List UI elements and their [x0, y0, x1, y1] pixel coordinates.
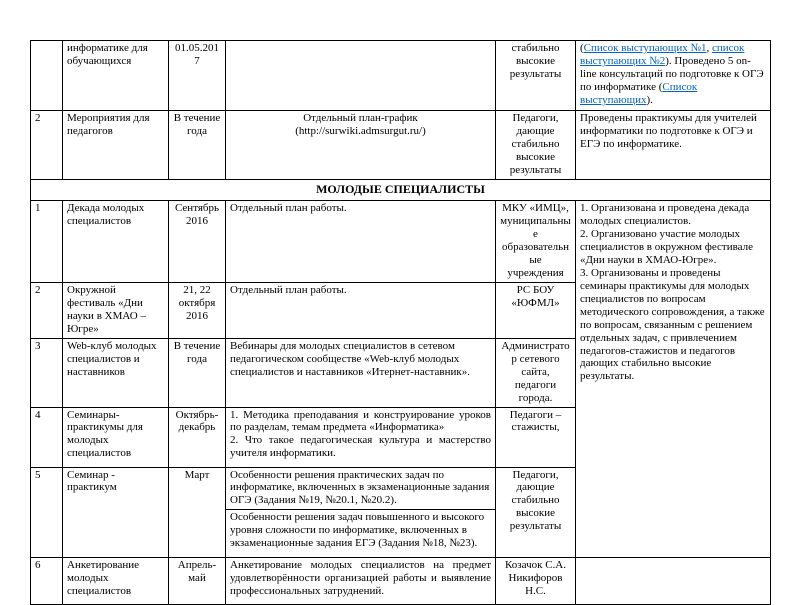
cell-description: Отдельный план работы.	[226, 200, 496, 282]
results-text-open: (	[580, 42, 584, 54]
cell-date: 01.05.2017	[169, 41, 226, 111]
cell-row-number: 5	[31, 467, 63, 558]
table-row	[31, 111, 771, 180]
cell-participants: Педагоги, дающие стабильно высокие результаты	[496, 111, 576, 180]
activity-plan-table	[30, 40, 771, 605]
cell-activity-name: Мероприятия для педагогов	[63, 111, 169, 180]
table-row	[31, 41, 771, 111]
cell-date: 21, 22 октября 2016	[169, 282, 226, 338]
cell-results	[576, 41, 771, 111]
cell-date: Апрель-май	[169, 558, 226, 605]
table-row	[31, 200, 771, 282]
cell-results-empty	[576, 558, 771, 605]
cell-results: Проведены практикумы для учителей информатики по подготовке к ОГЭ и ЕГЭ по информатике.	[576, 111, 771, 180]
cell-row-number: 2	[31, 282, 63, 338]
results-item-1: 1. Организована и проведена декада молодых специалистов.	[580, 201, 750, 227]
cell-description: Вебинары для молодых специалистов в сетевом педагогическом сообществе «Web-клуб молодых специалистов и наставников «Итернет-наставник».	[226, 338, 496, 407]
cell-row-number: 1	[31, 200, 63, 282]
link-speakers-list-3[interactable]: Список выступающих	[580, 80, 698, 106]
cell-participants: Козачок С.А. Никифоров Н.С.	[496, 558, 576, 605]
cell-activity-name: информатике для обучающихся	[63, 41, 169, 111]
cell-activity-name: Семинар - практикум	[63, 467, 169, 558]
cell-description: Отдельный план работы.	[226, 282, 496, 338]
cell-participants: МКУ «ИМЦ», муниципальные образовательные учреждения	[496, 200, 576, 282]
results-text-body: Проведено 5 on-line консультаций по подготовке к ОГЭ по информатике (	[580, 54, 764, 93]
cell-row-number-empty	[31, 41, 63, 111]
cell-date: Март	[169, 467, 226, 558]
cell-row-number: 4	[31, 407, 63, 467]
cell-description-ege: Особенности решения задач повышенного и высокого уровня сложности по информатике, включенных в экзаменационные задания ЕГЭ (Задания №18, №23).	[226, 510, 496, 558]
cell-activity-name: Семинары-практикумы для молодых специалистов	[63, 407, 169, 467]
table-row	[31, 558, 771, 605]
results-item-2: 2. Организовано участие молодых специалистов в окружном фестивале «Дни науки в ХМАО-Югре».	[580, 227, 754, 266]
description-item-1: 1. Методика преподавания и конструирование уроков по разделам, темам предмета «Информатика»	[230, 408, 491, 434]
link-speakers-list-2[interactable]: список выступающих №2	[580, 42, 745, 67]
cell-activity-name: Декада молодых специалистов	[63, 200, 169, 282]
cell-participants: Педагоги – стажисты,	[496, 407, 576, 467]
cell-results-merged	[576, 200, 771, 558]
cell-date: Октябрь-декабрь	[169, 407, 226, 467]
results-text-end: ).	[646, 93, 653, 106]
cell-participants: стабильно высокие результаты	[496, 41, 576, 111]
cell-date: Сентябрь 2016	[169, 200, 226, 282]
cell-activity-name: Web-клуб молодых специалистов и наставников	[63, 338, 169, 407]
cell-participants: Педагоги, дающие стабильно высокие результаты	[496, 467, 576, 558]
results-text-comma: ,	[706, 42, 712, 54]
description-item-2: 2. Что такое педагогическая культура и мастерство учителя информатики.	[230, 434, 491, 460]
cell-description-empty	[226, 41, 496, 111]
cell-row-number: 3	[31, 338, 63, 407]
cell-participants: Администратор сетевого сайта, педагоги города.	[496, 338, 576, 407]
cell-activity-name: Окружной фестиваль «Дни науки в ХМАО – Югре»	[63, 282, 169, 338]
cell-date: В течение года	[169, 338, 226, 407]
description-line-1: Отдельный план-график	[303, 112, 418, 124]
cell-date: В течение года	[169, 111, 226, 180]
cell-activity-name: Анкетирование молодых специалистов	[63, 558, 169, 605]
results-text-close: ).	[665, 54, 675, 67]
cell-row-number: 2	[31, 111, 63, 180]
description-line-2: (http://surwiki.admsurgut.ru/)	[295, 124, 426, 137]
cell-description-oge: Особенности решения практических задач по информатике, включенных в экзаменационные задания ОГЭ (Задания №19, №20.1, №20.2).	[226, 467, 496, 510]
table-row	[31, 179, 771, 200]
cell-participants: РС БОУ «ЮФМЛ»	[496, 282, 576, 338]
results-item-3: 3. Организованы и проведены семинары практикумы для молодых специалистов по вопросам методического сопровождения, а также по вопросам, связанным с решением отдельных задач, с привлечением педагогов-стажистов и педагогов дающих стабильно высокие результаты.	[580, 266, 765, 383]
cell-description	[226, 111, 496, 180]
link-speakers-list-1[interactable]: Список выступающих №1	[583, 42, 707, 54]
cell-description: Анкетирование молодых специалистов на предмет удовлетворённости организацией работы и выявление профессиональных затруднений.	[226, 558, 496, 605]
cell-row-number: 6	[31, 558, 63, 605]
cell-description	[226, 407, 496, 467]
section-header-young-specialists: МОЛОДЫЕ СПЕЦИАЛИСТЫ	[31, 179, 771, 200]
